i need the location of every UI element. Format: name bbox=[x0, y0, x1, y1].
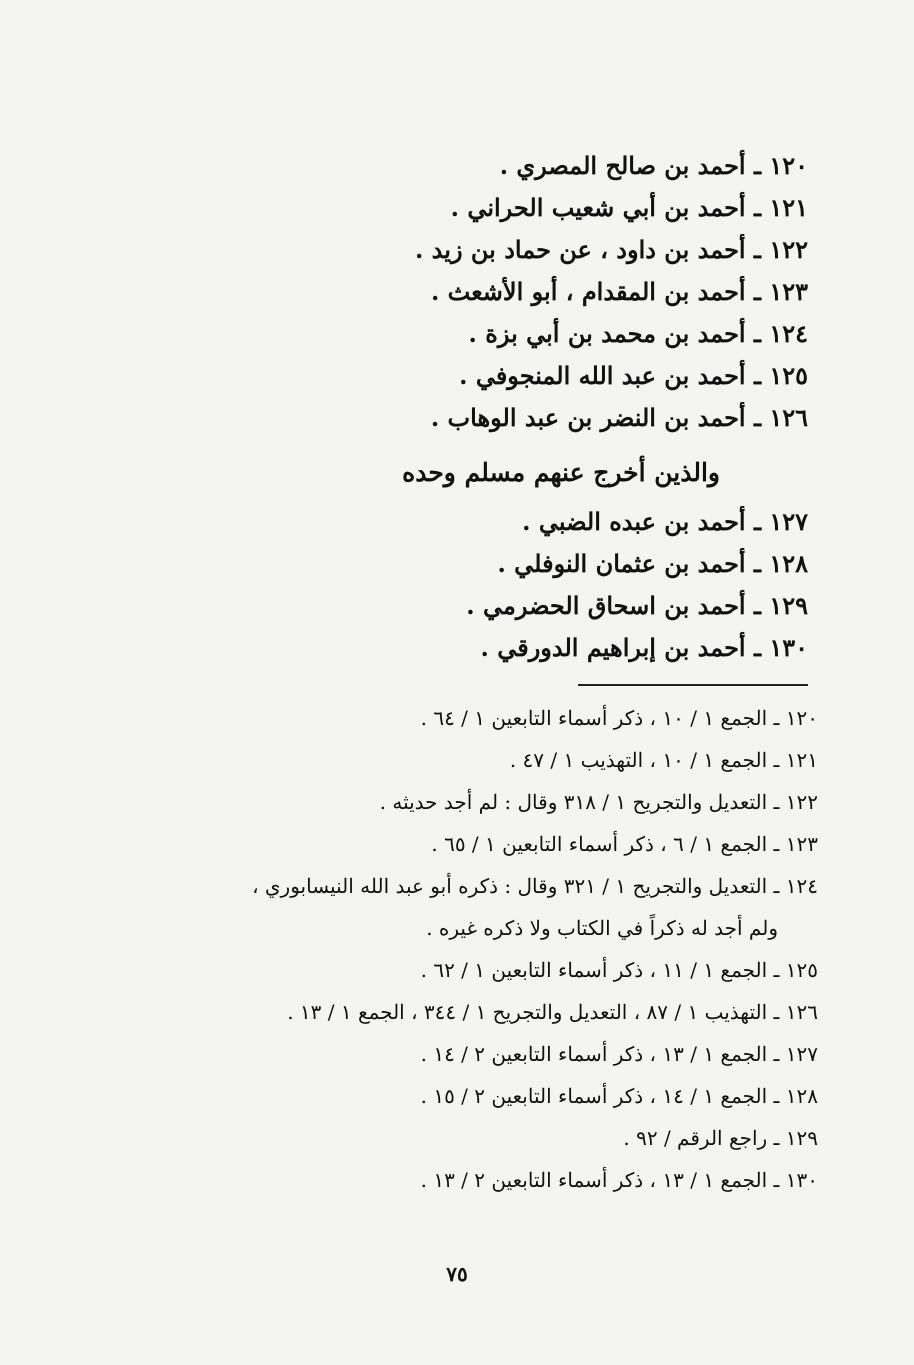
section-heading: والذين أخرج عنهم مسلم وحده bbox=[402, 458, 720, 487]
entry-129: ١٢٩ ـ أحمد بن اسحاق الحضرمي . bbox=[466, 591, 808, 620]
footnote-121: ١٢١ ـ الجمع ١ / ١٠ ، التهذيب ١ / ٤٧ . bbox=[509, 748, 818, 772]
entry-124: ١٢٤ ـ أحمد بن محمد بن أبي بزة . bbox=[468, 319, 808, 348]
footnotes bbox=[118, 697, 818, 1201]
footnote-125: ١٢٥ ـ الجمع ١ / ١١ ، ذكر أسماء التابعين ١ / ٦٢ . bbox=[420, 958, 818, 982]
footnote-126: ١٢٦ ـ التهذيب ١ / ٨٧ ، التعديل والتجريح ١ / ٣٤٤ ، الجمع ١ / ١٣ . bbox=[287, 1000, 818, 1024]
entry-120: ١٢٠ ـ أحمد بن صالح المصري . bbox=[499, 151, 808, 180]
footnote-124: ١٢٤ ـ التعديل والتجريح ١ / ٣٢١ وقال : ذكره أبو عبد الله النيسابوري ، bbox=[252, 874, 818, 898]
footnote-122: ١٢٢ ـ التعديل والتجريح ١ / ٣١٨ وقال : لم أجد حديثه . bbox=[379, 790, 818, 814]
entry-126: ١٢٦ ـ أحمد بن النضر بن عبد الوهاب . bbox=[430, 403, 808, 432]
footnote-separator bbox=[578, 684, 808, 686]
footnote-129: ١٢٩ ـ راجع الرقم / ٩٢ . bbox=[623, 1126, 818, 1150]
entry-122: ١٢٢ ـ أحمد بن داود ، عن حماد بن زيد . bbox=[414, 235, 808, 264]
footnote-130: ١٣٠ ـ الجمع ١ / ١٣ ، ذكر أسماء التابعين ٢ / ١٣ . bbox=[420, 1168, 818, 1192]
entry-123: ١٢٣ ـ أحمد بن المقدام ، أبو الأشعث . bbox=[430, 277, 808, 306]
footnote-128: ١٢٨ ـ الجمع ١ / ١٤ ، ذكر أسماء التابعين ٢ / ١٥ . bbox=[420, 1084, 818, 1108]
entry-121: ١٢١ ـ أحمد بن أبي شعيب الحراني . bbox=[450, 193, 808, 222]
entry-127: ١٢٧ ـ أحمد بن عبده الضبي . bbox=[522, 507, 808, 536]
footnote-123: ١٢٣ ـ الجمع ١ / ٦ ، ذكر أسماء التابعين ١ / ٦٥ . bbox=[431, 832, 818, 856]
entry-130: ١٣٠ ـ أحمد بن إبراهيم الدورقي . bbox=[480, 633, 808, 662]
entry-125: ١٢٥ ـ أحمد بن عبد الله المنجوفي . bbox=[459, 361, 808, 390]
entry-128: ١٢٨ ـ أحمد بن عثمان النوفلي . bbox=[497, 549, 808, 578]
main-text bbox=[248, 145, 808, 669]
footnote-127: ١٢٧ ـ الجمع ١ / ١٣ ، ذكر أسماء التابعين ٢ / ١٤ . bbox=[420, 1042, 818, 1066]
page-number: ٧٥ bbox=[446, 1262, 468, 1286]
footnote-124-continued: ولم أجد له ذكراً في الكتاب ولا ذكره غيره . bbox=[426, 916, 778, 940]
footnote-120: ١٢٠ ـ الجمع ١ / ١٠ ، ذكر أسماء التابعين ١ / ٦٤ . bbox=[420, 706, 818, 730]
